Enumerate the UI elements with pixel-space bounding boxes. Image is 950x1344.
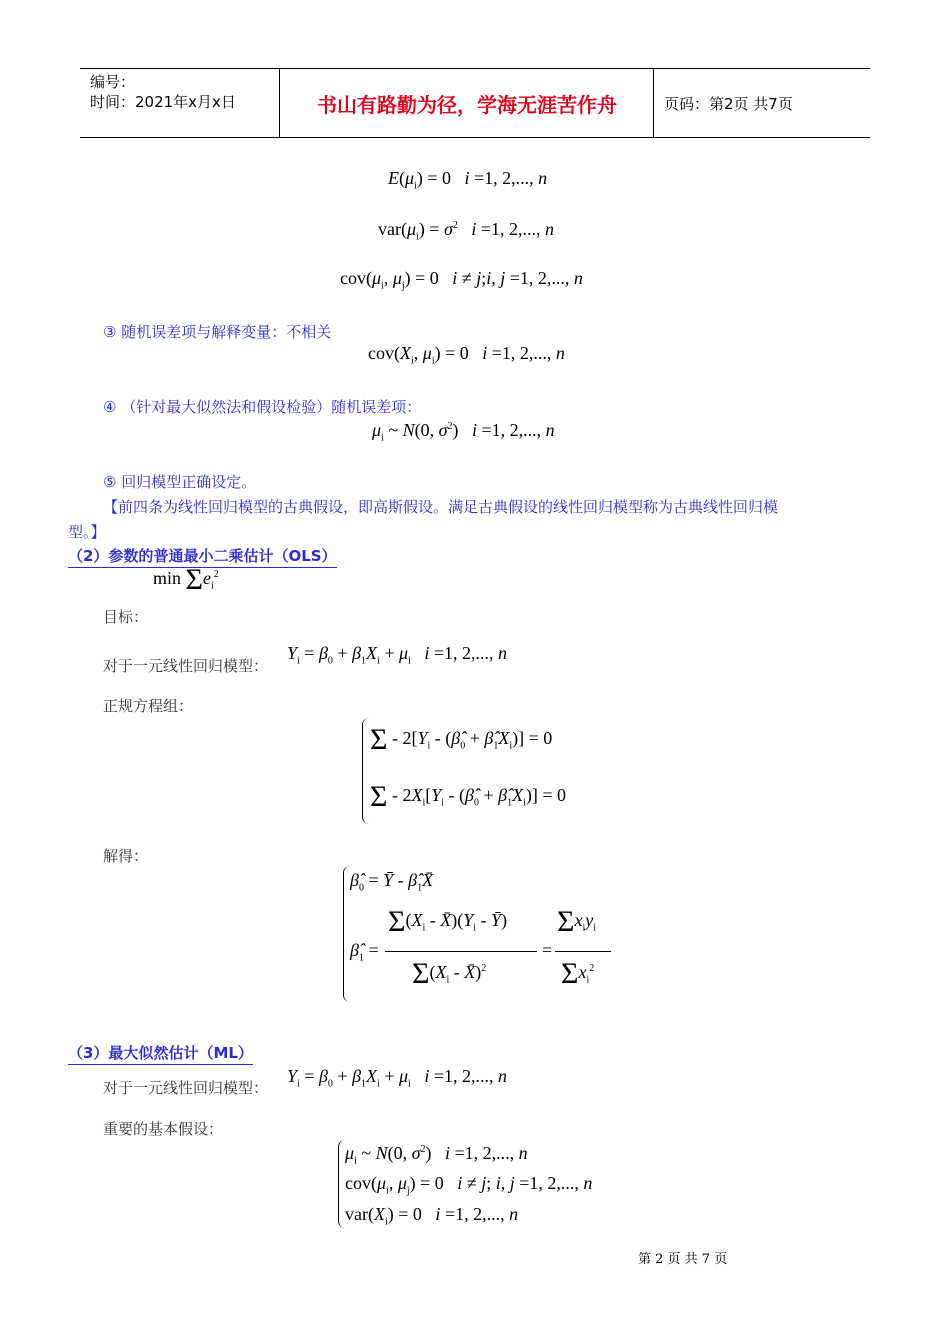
formula-min-sum: $\min \Sigma e_i^2$ [153, 563, 219, 596]
classic-note-line2: 型。】 [68, 523, 106, 541]
solution-beta0: $\betâ_0$ = Ȳ - $\betâ_1X̄$ [350, 870, 434, 894]
solution-beta1-lhs: $\betâ_1$ = [350, 940, 379, 964]
section-ml-heading: （3）最大似然估计（ML） [68, 1042, 253, 1065]
ml-assumption-3: $var(X_i) = 0$ i =1, 2,..., n [345, 1204, 519, 1228]
model-label: 对于一元线性回归模型： [103, 657, 269, 675]
normal-equations-label: 正规方程组： [103, 697, 194, 715]
ml-assumptions-brace [338, 1140, 345, 1228]
page-header [80, 68, 870, 138]
normal-equations-brace [362, 718, 369, 824]
fraction-bar-1 [385, 951, 537, 952]
solution-beta1-numerator-2: $\Sigma x_iy_i$ [557, 905, 597, 938]
solution-beta1-numerator: $\Sigma(X_i$ - $X̄)(Y_i$ - Ȳ) [388, 905, 508, 938]
ml-assumption-2: $cov(\mu_i$, $\mu_j) = 0$ i ≠ j; i, j =1, 2,..., n [345, 1173, 593, 1197]
doc-id-label: 编号： [90, 73, 136, 91]
formula-expectation: $E(\mu_i) = 0$ i =1, 2,..., n [388, 168, 548, 192]
doc-time-label: 时间：2021年x月x日 [90, 93, 236, 111]
page-footer: 第 2 页 共 7 页 [638, 1252, 728, 1267]
header-page-label: 页码：第2页 共7页 [664, 94, 793, 113]
formula-regression-model: $Y_i = \beta_0 + \beta_1X_i + \mu_i$ i =1, 2,..., n [287, 643, 507, 667]
formula-covariance: $cov(\mu_i$, $\mu_j) = 0$ i ≠ j;i, j =1, 2,..., n [340, 268, 583, 292]
model-label-2: 对于一元线性回归模型： [103, 1079, 269, 1097]
fraction-bar-2 [555, 951, 611, 952]
header-motto: 书山有路勤为径，学海无涯苦作舟 [281, 69, 654, 137]
normal-equation-1: Σ - $2[Y_i$ - ($\betâ_0$ + $\betâ_1X_i)] = 0$ [370, 723, 553, 756]
ml-assumption-1: $\mu_i$ ~ N(0, $\sigma^2$) i =1, 2,..., n [345, 1143, 528, 1167]
classic-note-line1: 【前四条为线性回归模型的古典假设，即高斯假设。满足古典假设的线性回归模型称为古典线性回归模 [103, 498, 779, 516]
equals-sign: = [542, 940, 553, 960]
solution-beta1-denominator: $\Sigma(X_i$ - X̄)$^2$ [412, 957, 487, 990]
normal-equation-2: Σ - $2X_i[Y_i$ - ($\betâ_0$ + $\betâ_1X_i)] = 0$ [370, 780, 567, 813]
solution-beta1-denominator-2: $\Sigma x_i^2$ [561, 957, 595, 990]
formula-variance: $var(\mu_i) = \sigma^2$ i =1, 2,..., n [378, 219, 555, 243]
formula-cov-x-mu: $cov(X_i$, $\mu_i) = 0$ i =1, 2,..., n [368, 343, 565, 367]
target-label: 目标： [103, 608, 149, 626]
solution-brace [343, 866, 350, 1002]
assumption-4: ④ （针对最大似然法和假设检验）随机误差项： [103, 398, 422, 416]
header-left [80, 69, 280, 137]
assumption-5: ⑤ 回归模型正确设定。 [103, 473, 257, 491]
formula-normal-dist: $\mu_i$ ~ N(0, $\sigma^2$) i =1, 2,..., n [372, 420, 555, 444]
formula-regression-model-2: $Y_i = \beta_0 + \beta_1X_i + \mu_i$ i =1, 2,..., n [287, 1066, 507, 1090]
section-ols-heading: （2）参数的普通最小二乘估计（OLS） [68, 545, 337, 568]
solution-label: 解得： [103, 847, 149, 865]
basic-assumptions-label: 重要的基本假设： [103, 1120, 224, 1138]
assumption-3: ③ 随机误差项与解释变量：不相关 [103, 323, 332, 341]
